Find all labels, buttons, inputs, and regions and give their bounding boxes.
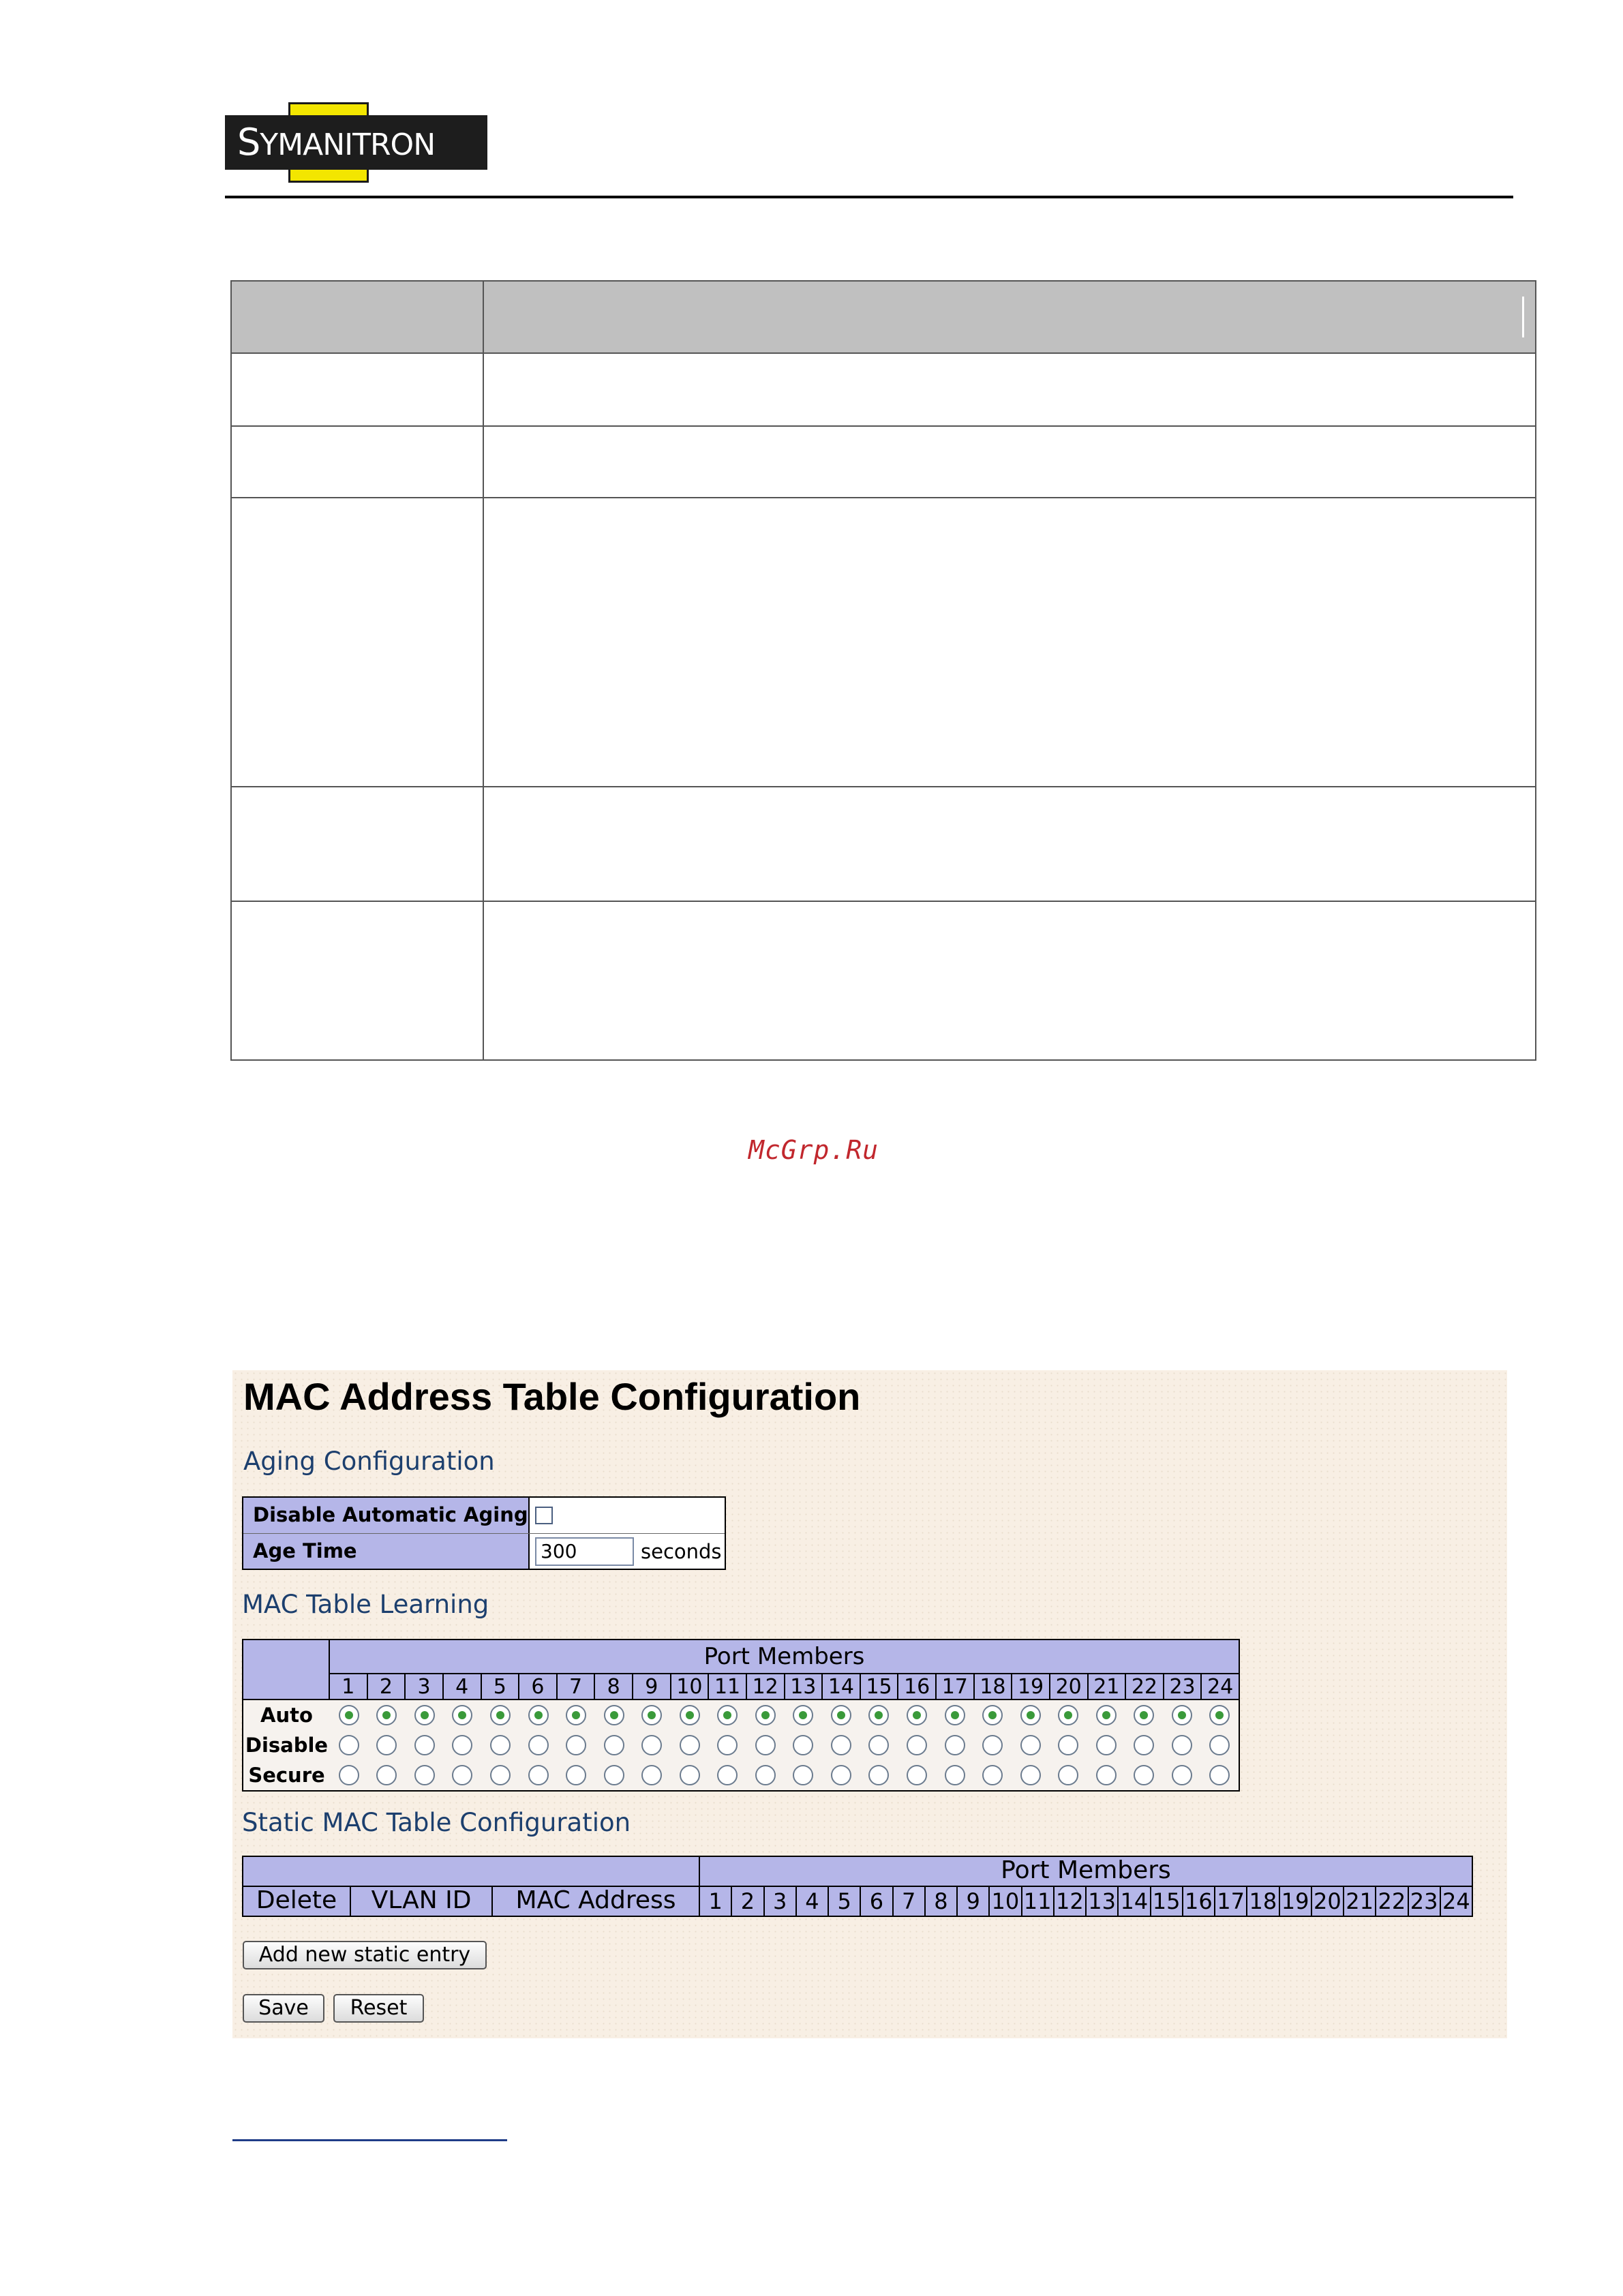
learning-port-header: 14 [823, 1673, 861, 1699]
learning-port-header: 19 [1012, 1673, 1050, 1699]
header-divider [225, 196, 1513, 198]
learning-radio-auto[interactable] [1134, 1705, 1154, 1725]
static-port-header: 8 [926, 1887, 958, 1916]
learning-radio-auto[interactable] [566, 1705, 586, 1725]
learning-radio-auto[interactable] [452, 1705, 472, 1725]
learning-radio-disable[interactable] [452, 1735, 472, 1755]
learning-mode-row [243, 1730, 1239, 1760]
learning-radio-disable[interactable] [566, 1735, 586, 1755]
learning-radio-disable[interactable] [641, 1735, 662, 1755]
learning-radio-disable[interactable] [414, 1735, 435, 1755]
learning-radio-auto[interactable] [528, 1705, 549, 1725]
learning-radio-secure[interactable] [982, 1765, 1003, 1785]
static-port-header: 13 [1087, 1887, 1119, 1916]
learning-radio-auto[interactable] [755, 1705, 776, 1725]
page-title: MAC Address Table Configuration [243, 1375, 861, 1418]
mac-config-screenshot [232, 1370, 1507, 2038]
learning-radio-auto[interactable] [1058, 1705, 1078, 1725]
learning-radio-auto[interactable] [793, 1705, 813, 1725]
learning-radio-disable[interactable] [376, 1735, 397, 1755]
learning-port-header: 4 [444, 1673, 482, 1699]
learning-radio-disable[interactable] [717, 1735, 738, 1755]
learning-radio-auto[interactable] [414, 1705, 435, 1725]
learning-radio-disable[interactable] [339, 1735, 359, 1755]
reset-button[interactable]: Reset [333, 1994, 424, 2023]
port-members-caption: Port Members [330, 1640, 1239, 1673]
learning-radio-disable[interactable] [1058, 1735, 1078, 1755]
learning-radio-auto[interactable] [1172, 1705, 1192, 1725]
learning-radio-secure[interactable] [490, 1765, 511, 1785]
learning-table [242, 1639, 1240, 1792]
static-port-header: 1 [700, 1887, 732, 1916]
symanitron-logo [225, 102, 487, 183]
learning-radio-secure[interactable] [452, 1765, 472, 1785]
column-divider [483, 282, 484, 1059]
learning-radio-auto[interactable] [945, 1705, 965, 1725]
static-port-header: 11 [1022, 1887, 1055, 1916]
learning-radio-secure[interactable] [1172, 1765, 1192, 1785]
static-port-header: 9 [958, 1887, 990, 1916]
static-port-header: 16 [1183, 1887, 1215, 1916]
add-static-entry-button[interactable]: Add new static entry [243, 1941, 487, 1969]
learning-radio-disable[interactable] [793, 1735, 813, 1755]
learning-radio-auto[interactable] [680, 1705, 700, 1725]
disable-aging-checkbox[interactable] [535, 1507, 553, 1524]
learning-radio-auto[interactable] [868, 1705, 889, 1725]
learning-radio-secure[interactable] [1209, 1765, 1230, 1785]
learning-radio-secure[interactable] [604, 1765, 624, 1785]
learning-port-header: 5 [482, 1673, 520, 1699]
learning-radio-secure[interactable] [641, 1765, 662, 1785]
learning-port-header: 7 [558, 1673, 596, 1699]
learning-port-header: 20 [1050, 1673, 1089, 1699]
learning-port-header: 13 [785, 1673, 823, 1699]
learning-radio-disable[interactable] [868, 1735, 889, 1755]
learning-port-header: 21 [1089, 1673, 1127, 1699]
learning-radio-disable[interactable] [528, 1735, 549, 1755]
learning-radio-disable[interactable] [1096, 1735, 1117, 1755]
static-port-header: 17 [1215, 1887, 1247, 1916]
learning-mode-label: Disable [245, 1734, 329, 1757]
static-port-header: 14 [1119, 1887, 1151, 1916]
footnote-rule [232, 2139, 507, 2141]
learning-radio-secure[interactable] [793, 1765, 813, 1785]
learning-port-header: 12 [747, 1673, 785, 1699]
learning-radio-secure[interactable] [680, 1765, 700, 1785]
aging-table [242, 1496, 726, 1570]
static-port-header: 6 [861, 1887, 893, 1916]
static-table [242, 1856, 1473, 1917]
learning-radio-disable[interactable] [1209, 1735, 1230, 1755]
learning-radio-auto[interactable] [376, 1705, 397, 1725]
learning-mode-row [243, 1700, 1239, 1730]
learning-radio-secure[interactable] [831, 1765, 851, 1785]
learning-radio-disable[interactable] [1134, 1735, 1154, 1755]
learning-radio-auto[interactable] [604, 1705, 624, 1725]
row-divider [232, 786, 1535, 787]
learning-radio-auto[interactable] [831, 1705, 851, 1725]
learning-radio-secure[interactable] [1058, 1765, 1078, 1785]
learning-radio-disable[interactable] [755, 1735, 776, 1755]
learning-radio-auto[interactable] [717, 1705, 738, 1725]
learning-mode-row [243, 1760, 1239, 1790]
learning-port-header: 8 [595, 1673, 633, 1699]
static-port-header: 4 [797, 1887, 829, 1916]
learning-port-header: 3 [406, 1673, 444, 1699]
row-divider [232, 497, 1535, 498]
learning-radio-secure[interactable] [945, 1765, 965, 1785]
learning-radio-disable[interactable] [945, 1735, 965, 1755]
learning-radio-secure[interactable] [868, 1765, 889, 1785]
static-port-header: 7 [894, 1887, 926, 1916]
col-delete: Delete [243, 1887, 351, 1916]
learning-radio-auto[interactable] [1020, 1705, 1041, 1725]
learning-port-header: 22 [1126, 1673, 1164, 1699]
static-port-header: 22 [1376, 1887, 1408, 1916]
static-heading: Static MAC Table Configuration [242, 1808, 631, 1837]
learning-radio-secure[interactable] [339, 1765, 359, 1785]
static-port-header: 21 [1344, 1887, 1376, 1916]
learning-radio-auto[interactable] [490, 1705, 511, 1725]
age-time-label: Age Time [243, 1534, 530, 1569]
learning-radio-disable[interactable] [604, 1735, 624, 1755]
learning-radio-disable[interactable] [1172, 1735, 1192, 1755]
static-port-header: 3 [765, 1887, 797, 1916]
learning-radio-auto[interactable] [1209, 1705, 1230, 1725]
row-divider [232, 425, 1535, 427]
learning-radio-secure[interactable] [1020, 1765, 1041, 1785]
learning-mode-label: Secure [248, 1764, 325, 1787]
learning-radio-secure[interactable] [1096, 1765, 1117, 1785]
learning-port-header: 23 [1164, 1673, 1202, 1699]
description-table [230, 280, 1536, 1061]
learning-radio-disable[interactable] [1020, 1735, 1041, 1755]
static-port-header: 24 [1441, 1887, 1472, 1916]
learning-port-header: 6 [519, 1673, 558, 1699]
learning-radio-auto[interactable] [982, 1705, 1003, 1725]
static-port-header: 15 [1151, 1887, 1183, 1916]
learning-radio-auto[interactable] [339, 1705, 359, 1725]
static-port-header: 23 [1409, 1887, 1441, 1916]
learning-radio-secure[interactable] [717, 1765, 738, 1785]
learning-radio-auto[interactable] [641, 1705, 662, 1725]
learning-port-header: 16 [898, 1673, 937, 1699]
learning-radio-secure[interactable] [907, 1765, 927, 1785]
learning-radio-disable[interactable] [982, 1735, 1003, 1755]
learning-radio-secure[interactable] [566, 1765, 586, 1785]
static-port-header: 19 [1280, 1887, 1312, 1916]
learning-port-header: 9 [633, 1673, 671, 1699]
learning-port-header: 18 [975, 1673, 1013, 1699]
age-time-input[interactable]: 300 [535, 1537, 634, 1566]
learning-radio-auto[interactable] [1096, 1705, 1117, 1725]
col-mac-address: MAC Address [493, 1887, 700, 1916]
learning-radio-disable[interactable] [907, 1735, 927, 1755]
learning-radio-secure[interactable] [414, 1765, 435, 1785]
age-time-unit: seconds [641, 1539, 722, 1563]
learning-port-header: 10 [671, 1673, 710, 1699]
learning-heading: MAC Table Learning [242, 1590, 489, 1619]
static-port-header: 12 [1055, 1887, 1087, 1916]
row-divider [232, 901, 1535, 902]
learning-port-header: 2 [368, 1673, 406, 1699]
aging-heading: Aging Configuration [243, 1447, 495, 1476]
static-port-members-caption: Port Members [700, 1857, 1472, 1886]
learning-radio-secure[interactable] [1134, 1765, 1154, 1785]
learning-radio-disable[interactable] [831, 1735, 851, 1755]
learning-port-header: 17 [937, 1673, 975, 1699]
save-button[interactable]: Save [243, 1994, 324, 2023]
learning-radio-disable[interactable] [490, 1735, 511, 1755]
watermark: McGrp.Ru [748, 1135, 879, 1165]
logo-text: SYMANITRON [237, 121, 436, 164]
static-port-header: 10 [990, 1887, 1022, 1916]
learning-port-header: 15 [861, 1673, 899, 1699]
static-port-header: 2 [732, 1887, 764, 1916]
static-port-header: 5 [829, 1887, 861, 1916]
table-header-row [232, 282, 1535, 354]
static-port-header: 20 [1312, 1887, 1344, 1916]
learning-port-header: 1 [330, 1673, 368, 1699]
learning-mode-label: Auto [260, 1704, 313, 1727]
learning-port-header: 24 [1202, 1673, 1239, 1699]
learning-radio-secure[interactable] [528, 1765, 549, 1785]
disable-aging-label: Disable Automatic Aging [243, 1498, 530, 1533]
learning-radio-auto[interactable] [907, 1705, 927, 1725]
static-port-header: 18 [1247, 1887, 1279, 1916]
learning-radio-secure[interactable] [376, 1765, 397, 1785]
learning-radio-secure[interactable] [755, 1765, 776, 1785]
col-vlan-id: VLAN ID [351, 1887, 493, 1916]
learning-port-header: 11 [709, 1673, 747, 1699]
learning-radio-disable[interactable] [680, 1735, 700, 1755]
